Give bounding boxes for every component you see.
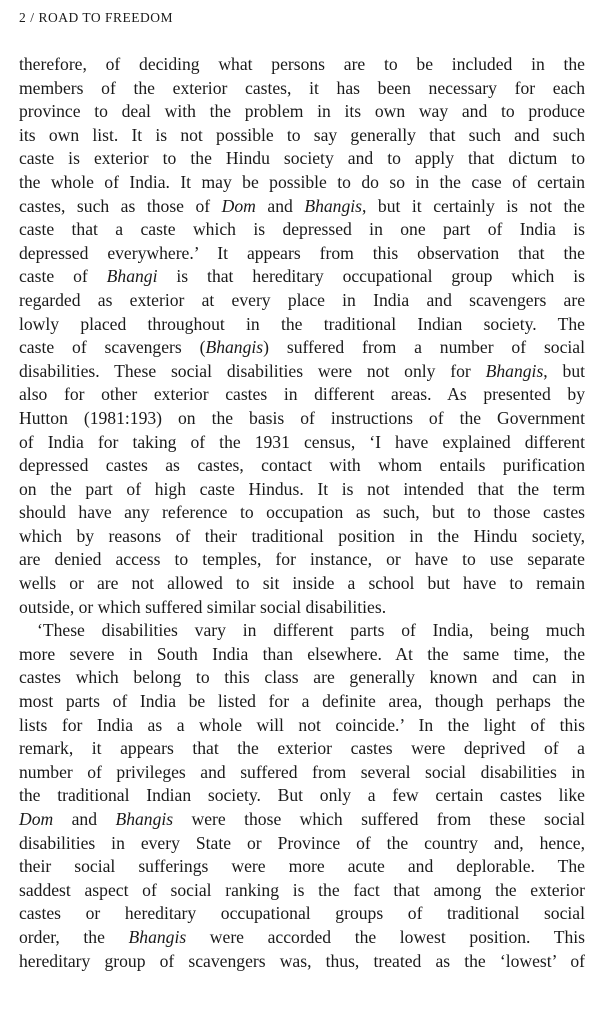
text-line: [19, 360, 585, 384]
text-line: [19, 77, 585, 101]
text-run: also for other exterior castes in different areas. As presented by: [19, 384, 585, 405]
text-run: more severe in South India than elsewhere. At the same time, the: [19, 643, 585, 664]
text-run: depressed everywhere.’ It appears from this observation that the: [19, 242, 585, 263]
text-run: were accorded the lowest position. This: [186, 926, 586, 947]
text-line: [19, 525, 585, 549]
text-run: regarded as exterior at every place in India and scavengers are: [19, 289, 585, 310]
text-line: [19, 926, 585, 950]
italic-term: Bhangi: [106, 266, 158, 287]
text-line: [19, 336, 585, 360]
text-line: [19, 100, 585, 124]
italic-term: Bhangis: [128, 926, 187, 947]
text-run: castes, such as those of: [19, 195, 222, 216]
running-title: ROAD TO FREEDOM: [38, 10, 174, 25]
text-run: caste that a caste which is depressed in one part of India is: [19, 219, 585, 240]
text-run: , but: [543, 360, 585, 381]
text-run: outside, or which suffered similar social disabilities.: [19, 596, 387, 617]
text-run: disabilities in every State or Province of the country and, hence,: [19, 832, 585, 853]
text-run: and: [53, 809, 116, 829]
text-run: on the part of high caste Hindus. It is not intended that the term: [19, 478, 585, 499]
text-run: castes which belong to this class are generally known and can in: [19, 667, 585, 688]
text-line: [19, 879, 585, 903]
text-run: caste of scavengers (: [19, 337, 206, 358]
running-header: [19, 10, 173, 26]
text-run: saddest aspect of social ranking is the fact that among the exterior: [19, 879, 585, 900]
text-run: of India for taking of the 1931 census, ‘I have explained different: [19, 431, 585, 452]
italic-term: Bhangis: [485, 360, 544, 381]
text-run: most parts of India be listed for a definite area, though perhaps the: [19, 691, 585, 712]
text-run: ‘These disabilities vary in different parts of India, being much: [37, 620, 585, 641]
text-line: [19, 643, 585, 667]
text-line: [19, 832, 585, 856]
text-line: [19, 53, 585, 77]
text-line: [19, 714, 585, 738]
text-line: [19, 902, 585, 926]
text-run: wells or are not allowed to sit inside a school but have to remain: [19, 573, 585, 594]
text-line: [19, 855, 585, 879]
text-line: [19, 548, 585, 572]
text-line: [19, 666, 585, 690]
italic-term: Bhangis: [115, 809, 174, 829]
text-line: [19, 454, 585, 478]
text-line: [19, 147, 585, 171]
text-line: [19, 313, 585, 337]
text-run: should have any reference to occupation as such, but to those castes: [19, 502, 585, 523]
italic-term: Bhangis: [304, 195, 362, 216]
text-run: members of the exterior castes, it has been necessary for each: [19, 77, 585, 98]
text-line: [19, 407, 585, 431]
text-run: castes or hereditary occupational groups of traditional social: [19, 903, 585, 924]
text-run: remark, it appears that the exterior castes were deprived of a: [19, 738, 585, 759]
text-line: [19, 761, 585, 785]
text-run: is that hereditary occupational group which is: [157, 266, 585, 287]
text-line: [19, 218, 585, 242]
text-line: [19, 431, 585, 455]
text-run: lowly placed throughout in the traditional Indian society. The: [19, 313, 585, 334]
text-line: [19, 289, 585, 313]
text-run: caste of: [19, 266, 107, 287]
page-number: 2: [19, 10, 27, 25]
text-run: hereditary group of scavengers was, thus, treated as the ‘lowest’ of: [19, 950, 585, 971]
text-run: depressed castes as castes, contact with whom entails purification: [19, 455, 585, 476]
italic-term: Dom: [19, 809, 54, 829]
text-line: [19, 242, 585, 266]
text-line: [19, 171, 585, 195]
text-run: order, the: [19, 926, 129, 947]
paragraph: [19, 619, 585, 973]
text-run: caste is exterior to the Hindu society and to apply that dictum to: [19, 148, 585, 169]
text-line: [19, 195, 585, 219]
italic-term: Bhangis: [205, 337, 264, 358]
text-line: [19, 124, 585, 148]
text-line: [19, 808, 585, 832]
paragraph: [19, 53, 585, 619]
text-line: [19, 596, 585, 620]
text-run: the traditional Indian society. But only a few certain castes like: [19, 785, 585, 806]
text-line: [19, 784, 585, 808]
text-run: number of privileges and suffered from several social disabilities in: [19, 761, 585, 782]
text-line: [19, 690, 585, 714]
text-run: , but it certainly is not the: [362, 195, 585, 216]
text-line: [19, 572, 585, 596]
text-line: [19, 737, 585, 761]
text-line: [19, 265, 585, 289]
text-run: which by reasons of their traditional position in the Hindu society,: [19, 525, 585, 546]
text-run: disabilities. These social disabilities were not only for: [19, 360, 486, 381]
text-run: Hutton (1981:193) on the basis of instructions of the Government: [19, 407, 585, 428]
text-line: [19, 950, 585, 974]
text-line: [19, 383, 585, 407]
text-run: are denied access to temples, for instance, or have to use separate: [19, 549, 585, 570]
body-text: [19, 53, 585, 973]
text-run: ) suffered from a number of social: [263, 337, 585, 358]
text-line: [19, 478, 585, 502]
text-run: their social sufferings were more acute and deplorable. The: [19, 856, 585, 877]
text-run: province to deal with the problem in its own way and to produce: [19, 101, 585, 122]
header-separator: /: [30, 10, 35, 25]
text-run: and: [255, 195, 305, 216]
italic-term: Dom: [221, 195, 256, 216]
text-run: were those which suffered from these social: [173, 809, 586, 829]
text-run: its own list. It is not possible to say generally that such and such: [19, 124, 585, 145]
text-run: therefore, of deciding what persons are to be included in the: [19, 54, 585, 74]
text-run: lists for India as a whole will not coincide.’ In the light of this: [19, 714, 585, 735]
text-line: [19, 619, 585, 643]
text-line: [19, 501, 585, 525]
text-run: the whole of India. It may be possible to do so in the case of certain: [19, 171, 585, 192]
